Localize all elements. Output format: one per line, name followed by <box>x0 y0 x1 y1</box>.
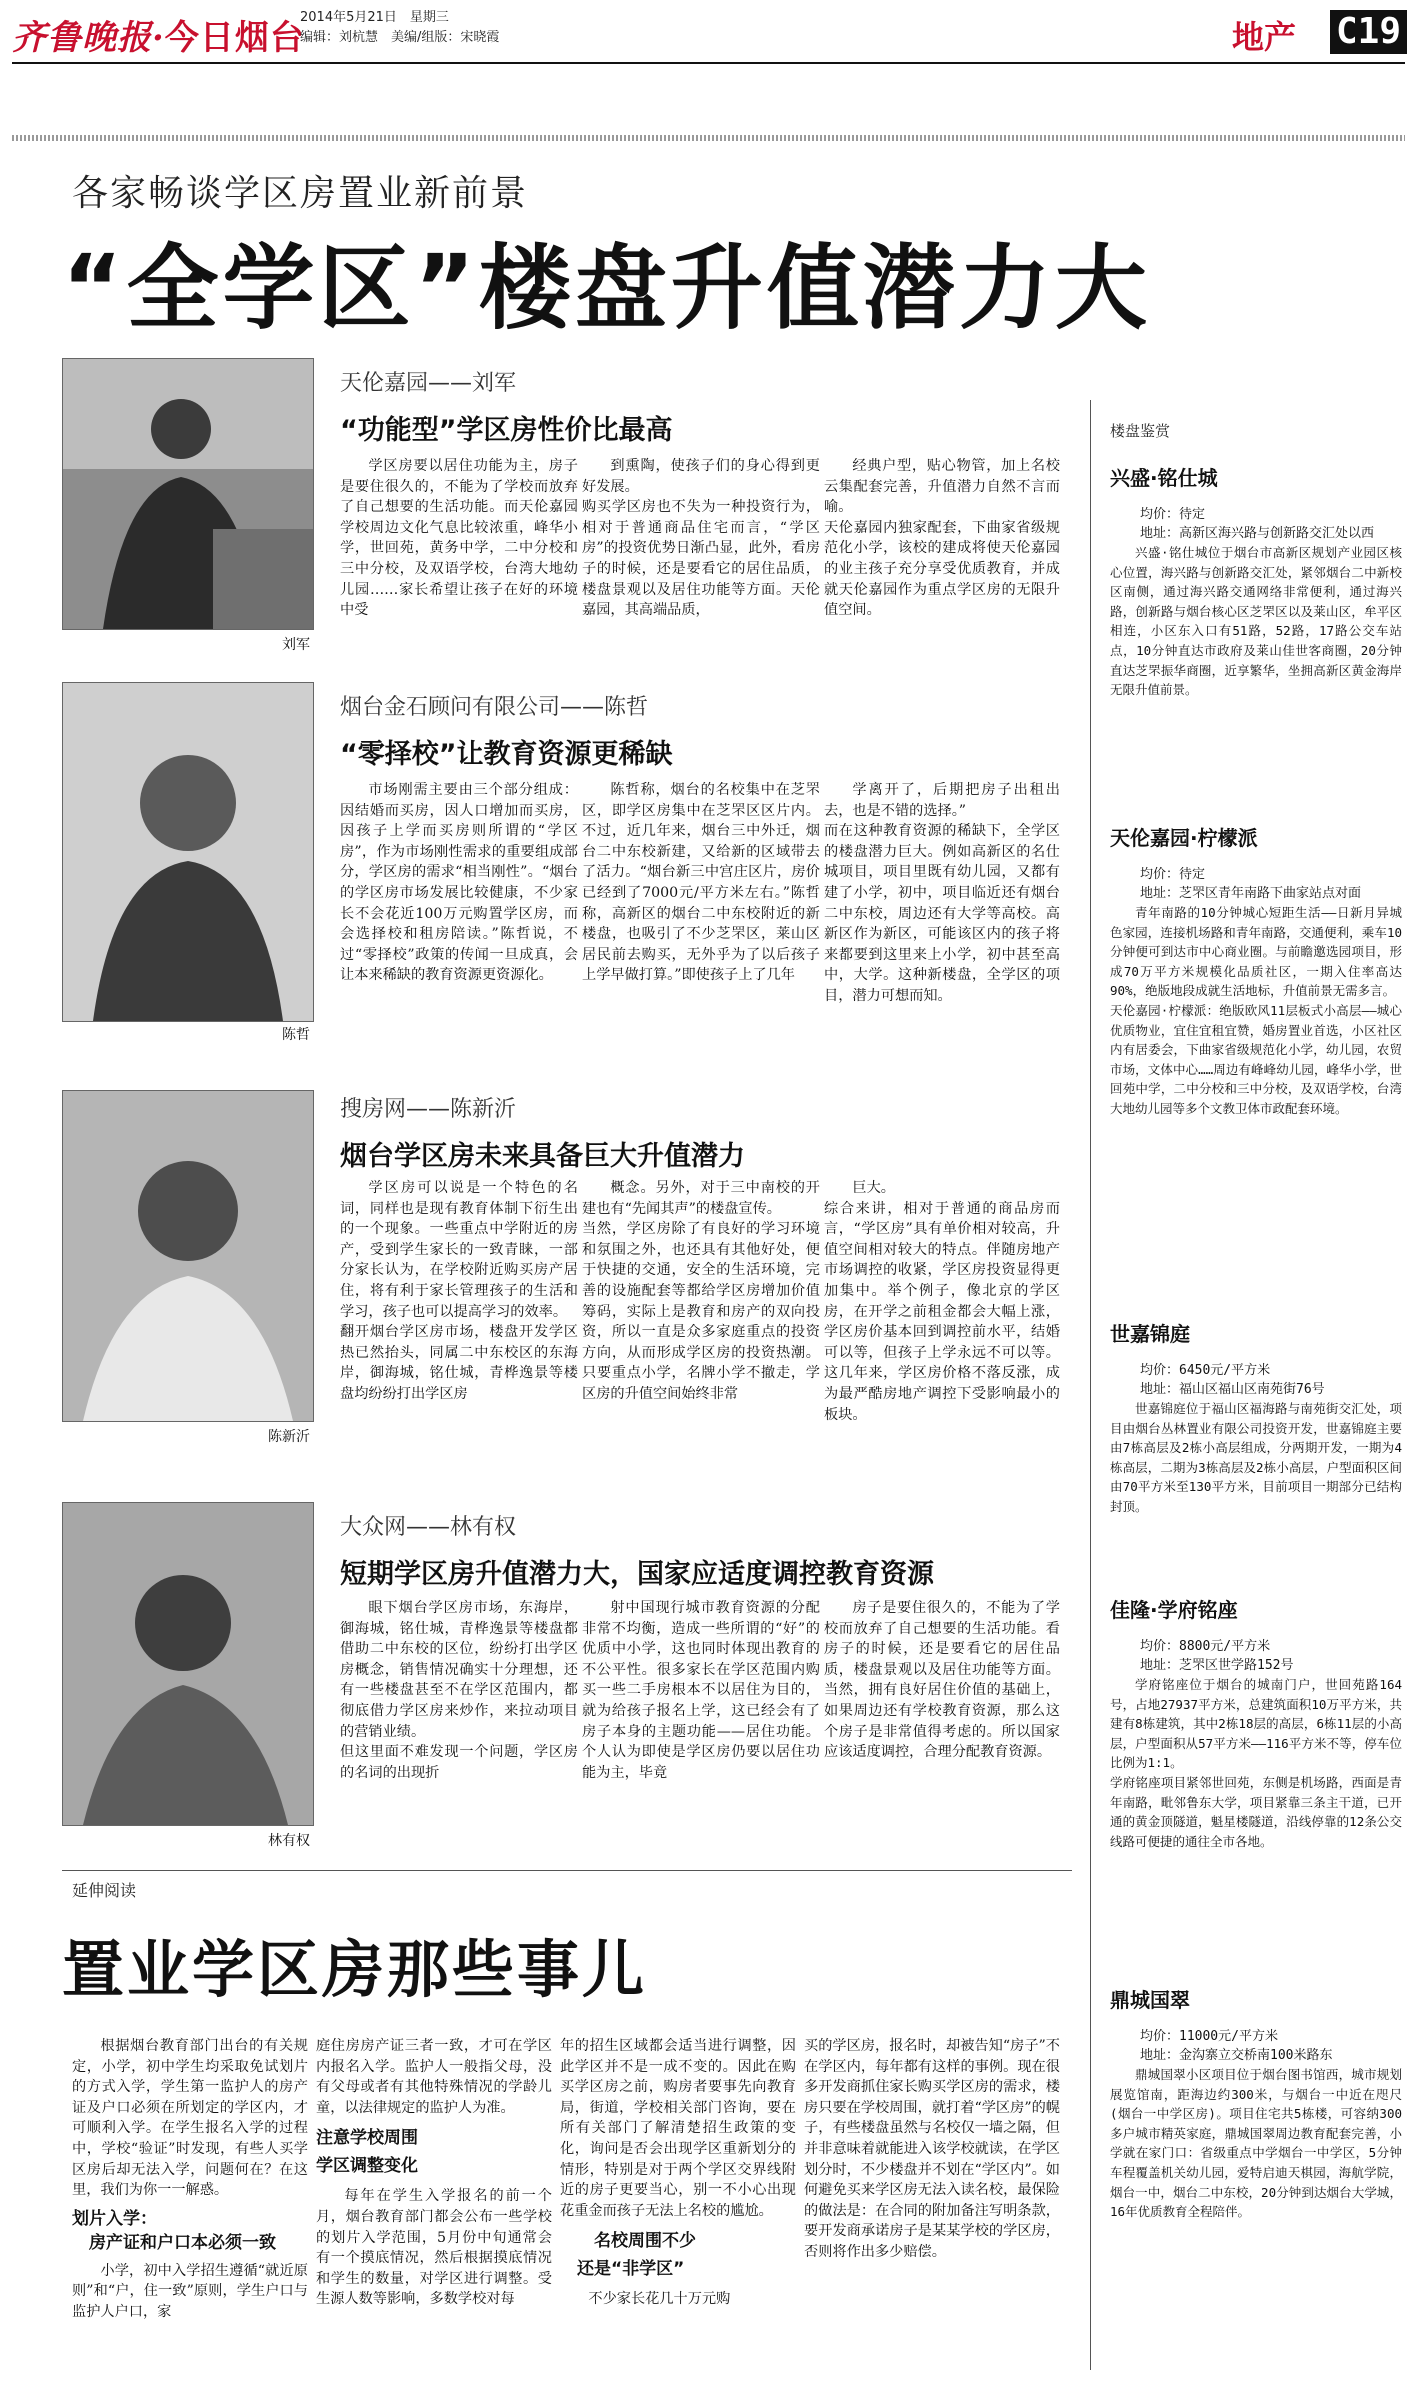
listing-body: 学府铭座位于烟台的城南门户，世回苑路164号，占地27937平方米，总建筑面积10万平方米，共建有8栋建筑，其中2栋18层的高层，6栋11层的小高层，户型面积从57平方米——116平方米不等，停车位比例为1:1。 学府铭座项目紧邻世回苑，东侧是机场路，西面是青年南路，毗邻鲁东大学，项目紧靠三条主干道，已开通的黄金顶隧道，魁星楼隧道，沿线停靠的12条公交线路可便捷的通往全市各地。 <box>1110 1677 1402 1849</box>
listing-body: 青年南路的10分钟城心短距生活——日新月异城色家园，连接机场路和青年南路，交通便利，乘车10分钟便可到达市中心商业圈。与前瞻邀选园项目，形成70万平方米规模化品质社区，一期入住率高达90%，绝版地段成就生活地标，升值前景无需多言。 天伦嘉园·柠檬派：绝版欧风11层板式小高层——城心优质物业，宜住宜租宜赞，婚房置业首选，小区社区内有居委会，下曲家省级规范化小学，幼儿园，农贸市场，文体中心……周边有峰峰幼儿园，峰华小学，世回苑中学，二中分校和三中分校，及双语学校，台湾大地幼儿园等多个文教卫体市政配套环境。 <box>1110 905 1402 1116</box>
listing-name: 佳隆·学府铭座 <box>1110 1598 1238 1622</box>
section-name: 地产 <box>1232 18 1297 56</box>
extension-rule <box>62 1870 1072 1871</box>
article-column: 学区房可以说是一个特色的名词，同样也是现有教育体制下衍生出的一个现象。一些重点中学附近的房产，受到学生家长的一致青睐，一部分家长认为，在学校附近购买房产居住，将有利于家长管理孩子的生活和学习，孩子也可以提高学习的效率。 翻开烟台学区房市场，楼盘开发学区热已然抬头，同属二中东校区的东海岸，御海城，铭仕城，青桦逸景等楼盘均纷纷打出学区房 <box>340 1180 578 1402</box>
listing-price: 均价：11000元/平方米 <box>1140 2029 1278 2044</box>
listing-body: 兴盛·铭仕城位于烟台市高新区规划产业园区核心位置，海兴路与创新路交汇处，紧邻烟台二中新校区南侧，通过海兴路交通网络非常便利，通过海兴路，创新路与烟台核心区芝罘区以及莱山区，牟平区相连，小区东入口有51路，52路，17路公交车站点，10分钟直达市政府及莱山佳世客商圈，20分钟直达芝罘振华商圈，近享繁华，坐拥高新区黄金海岸无限升值前景。 <box>1110 545 1402 698</box>
article-column: 到熏陶，使孩子们的身心得到更好发展。 购买学区房也不失为一种投资行为，相对于普通商品住宅而言，“学区房”的投资优势日渐凸显，此外，看房子的时候，还是要看它的居住品质，楼盘景观以及居住功能等方面。天伦嘉园，其高端品质， <box>582 458 820 619</box>
sidebar-divider <box>1090 400 1091 2370</box>
article-column: 眼下烟台学区房市场，东海岸，御海城，铭仕城，青桦逸景等楼盘都借助二中东校的区位，纷纷打出学区房概念，销售情况确实十分理想，还有一些楼盘甚至不在学区范围内，都彻底借力学区房来炒作，来拉动项目的营销业绩。 但这里面不难发现一个问题，学区房的名词的出现折 <box>340 1600 578 1781</box>
listing-name: 鼎城国翠 <box>1110 1988 1190 2012</box>
listing-price: 均价：待定 <box>1140 867 1206 882</box>
listing-price: 均价：8800元/平方米 <box>1140 1639 1271 1654</box>
photo-chenxinyi <box>62 1090 314 1422</box>
photo-caption: 陈新沂 <box>268 1429 310 1445</box>
article-column: 学区房要以居住功能为主，房子是要住很久的，不能为了学校而放弃了自己想要的生活功能。而天伦嘉园学校周边文化气息比较浓重，峰华小学，世回苑，黄务中学，二中分校和三中分校，及双语学校，台湾大地幼儿园……家长希望让孩子在好的环境中受 <box>340 458 578 619</box>
article-column: 巨大。 综合来讲，相对于普通的商品房而言，“学区房”具有单价相对较高，升值空间相对较大的特点。伴随房地产市场调控的收紧，学区房投资显得更加集中。举个例子，像北京的学区房，在开学之前租金都会大幅上涨，学区房价基本回到调控前水平，结婚可以等，但孩子上学永远不可以等。这几年来，学区房价格不落反涨，成为最严酷房地产调控下受影响最小的板块。 <box>824 1180 1060 1423</box>
article-column: 经典户型，贴心物管，加上名校云集配套完善，升值潜力自然不言而喻。 天伦嘉园内独家配套，下曲家省级规范化小学，该校的建成将使天伦嘉园的业主孩子充分享受优质教育，并成就天伦嘉园作为重点学区房的无限升值空间。 <box>824 458 1060 619</box>
photo-caption: 刘军 <box>282 637 310 653</box>
article-kicker: 烟台金石顾问有限公司——陈哲 <box>340 695 649 720</box>
headline-subhead: 各家畅谈学区房置业新前景 <box>72 173 529 214</box>
article-column: 概念。另外，对于三中南校的开建也有“先闻其声”的楼盘宣传。 当然，学区房除了有良好的学习环境和氛围之外，也还具有其他好处，便于快捷的交通，安全的生活环境，完善的设施配套等都给学区房增加价值筹码，实际上是教育和房产的双向投资，所以一直是众多家庭重点的投资方向，从而形成学区房的投资热潮。只要重点小学，名牌小学不撤走，学区房的升值空间始终非常 <box>582 1180 820 1402</box>
extension-column <box>72 2036 308 2323</box>
article-title: 烟台学区房未来具备巨大升值潜力 <box>340 1141 745 1172</box>
sidebar-label: 楼盘鉴赏 <box>1110 422 1171 440</box>
brand-name: 齐鲁晚报 <box>12 18 152 58</box>
photo-caption: 林有权 <box>268 1833 310 1849</box>
page-number: C19 <box>1330 10 1407 54</box>
newspaper-brand <box>12 10 305 59</box>
extension-text: 根据烟台教育部门出台的有关规定，小学，初中学生均采取免试划片的方式入学，学生第一监护人的房产证及户口必须在所划定的学区内，才可顺利入学。在学生报名入学的过程中，学校“验证”时发现，有些人买学区房后却无法入学，问题何在？在这里，我们为你一一解惑。 <box>72 2038 308 2199</box>
photo-liujun <box>62 358 314 630</box>
listing-item <box>1110 822 1402 1119</box>
photo-linyouquan <box>62 1502 314 1826</box>
listing-name: 世嘉锦庭 <box>1110 1322 1190 1346</box>
listing-address: 地址：福山区福山区南苑街76号 <box>1140 1382 1325 1397</box>
extension-subhead: 还是“非学区” <box>577 2259 685 2280</box>
extension-column <box>560 2036 796 2310</box>
article-title: “零择校”让教育资源更稀缺 <box>340 739 673 770</box>
header-dotted-rule <box>12 135 1405 141</box>
article-column: 射中国现行城市教育资源的分配非常不均衡，造成一些所谓的“好”的优质中小学，这也同时体现出教育的不公平性。很多家长在学区范围内购买一些二手房根本不以居住为目的，就为给孩子报名上学，这已经会有了房子本身的主题功能——居住功能。个人认为即使是学区房仍要以居住功能为主，毕竟 <box>582 1600 820 1781</box>
issue-date: 2014年5月21日 星期三 <box>300 10 449 25</box>
header-rule <box>12 62 1405 64</box>
listing-item <box>1110 1318 1402 1517</box>
listing-price: 均价：待定 <box>1140 507 1206 522</box>
article-column: 市场刚需主要由三个部分组成：因结婚而买房，因人口增加而买房，因孩子上学而买房则所谓的“学区房”，作为市场刚性需求的重要组成部分，学区房的需求“相当刚性”。“烟台的学区房市场发展比较健康，不少家长不会花近100万元购置学区房，而会选择校和租房陪读。”陈哲说，不过“零择校”政策的传闻一旦成真，会让本来稀缺的教育资源更资源化。 <box>340 782 578 984</box>
article-kicker: 大众网——林有权 <box>340 1515 517 1540</box>
listing-item <box>1110 462 1402 700</box>
listing-body: 世嘉锦庭位于福山区福海路与南苑街交汇处，项目由烟台丛林置业有限公司投资开发，世嘉锦庭主要由7栋高层及2栋小高层组成，分两期开发，一期为4栋高层，二期为3栋高层及2栋小高层，户型面积区间由70平方米至130平方米，目前项目一期部分已结构封顶。 <box>1110 1401 1402 1514</box>
extension-text: 每年在学生入学报名的前一个月，烟台教育部门都会公布一些学校的划片入学范围，5月份中旬通常会有一个摸底情况，然后根据摸底情况和学生的数量，对学区进行调整。受生源人数等影响，多数学校对每 <box>316 2188 552 2308</box>
extension-subhead: 房产证和户口本必须一致 <box>89 2232 276 2253</box>
extension-text: 年的招生区域都会适当进行调整，因此学区并不是一成不变的。因此在购买学区房之前，购房者要事先向教育局，街道，学校相关部门咨询，要在所有关部门了解清楚招生政策的变化，询问是否会出现学区重新划分的情形，特别是对于两个学区交界线附近的房子更要当心，别一不小心出现花重金而孩子无法上名校的尴尬。 <box>560 2038 796 2219</box>
article-kicker: 搜房网——陈新沂 <box>340 1097 517 1122</box>
extension-column <box>804 2036 1060 2263</box>
article-title: “功能型”学区房性价比最高 <box>340 415 673 446</box>
headline-main: “全学区”楼盘升值潜力大 <box>62 235 1151 342</box>
listing-name: 天伦嘉园·柠檬派 <box>1110 826 1258 850</box>
extension-subhead: 划片入学： <box>72 2208 157 2229</box>
brand-separator: · <box>152 18 165 58</box>
extension-subhead: 学区调整变化 <box>316 2156 418 2177</box>
article-column: 学离开了，后期把房子出租出去，也是不错的选择。” 而在这种教育资源的稀缺下，全学区的楼盘潜力巨大。例如高新区的名仕城项目，项目里既有幼儿园，又都有建了小学，初中，项目临近还有烟台二中东校，周边还有大学等高校。高新区作为新区，可能该区内的孩子将来都要到这里来上小学，初中甚至高中，大学。这种新楼盘，全学区的项目，潜力可想而知。 <box>824 782 1060 1004</box>
issue-info <box>300 8 499 48</box>
photo-chenzhe <box>62 682 314 1022</box>
editors-line: 编辑：刘杭慧 美编/组版：宋晓霞 <box>300 30 500 45</box>
extension-subhead: 名校周围不少 <box>594 2231 696 2252</box>
extension-text: 小学，初中入学招生遵循“就近原则”和“户，住一致”原则，学生户口与监护人户口，家 <box>72 2262 308 2320</box>
extension-text: 买的学区房，报名时，却被告知“房子”不在学区内，每年都有这样的事例。现在很多开发商抓住家长购买学区房的需求，楼房只要在学校周围，就打着“学区房”的幌子，有些楼盘虽然与名校仅一墙之隔，但并非意味着就能进入该学校就读，在学区划分时，不少楼盘并不划在“学区内”。如何避免买来学区房无法入读名校，最保险的做法是：在合同的附加备注写明条款，要开发商承诺房子是某某学校的学区房，否则将作出多少赔偿。 <box>804 2038 1060 2260</box>
article-kicker: 天伦嘉园——刘军 <box>340 371 517 396</box>
listing-address: 地址：金沟寨立交桥南100米路东 <box>1140 2048 1333 2063</box>
article-title: 短期学区房升值潜力大，国家应适度调控教育资源 <box>340 1559 934 1590</box>
listing-item <box>1110 1594 1402 1851</box>
extension-tag: 延伸阅读 <box>72 1881 137 1900</box>
article-column: 陈哲称，烟台的名校集中在芝罘区，即学区房集中在芝罘区区片内。不过，近几年来，烟台三中外迁，烟台二中东校新建，又给新的区域带去了活力。“烟台新三中宫庄区片，房价已经到了7000元/平方米左右。”陈哲称，高新区的烟台二中东校附近的新楼盘，也吸引了不少芝罘区，莱山区居民前去购买，无外乎为了以后孩子上学早做打算。”即使孩子上了几年 <box>582 782 820 984</box>
listing-item <box>1110 1984 1402 2222</box>
photo-caption: 陈哲 <box>282 1027 310 1043</box>
listing-address: 地址：芝罘区青年南路下曲家站点对面 <box>1140 886 1362 901</box>
extension-text: 不少家长花几十万元购 <box>588 2291 731 2308</box>
extension-column <box>316 2036 552 2310</box>
listing-name: 兴盛·铭仕城 <box>1110 466 1218 490</box>
listing-address: 地址：芝罘区世学路152号 <box>1140 1658 1294 1673</box>
listing-price: 均价：6450元/平方米 <box>1140 1363 1271 1378</box>
extension-subhead: 注意学校周围 <box>316 2128 418 2149</box>
listing-address: 地址：高新区海兴路与创新路交汇处以西 <box>1140 526 1375 541</box>
article-column: 房子是要住很久的，不能为了学校而放弃了自己想要的生活功能。看房子的时候，还是要看它的居住品质，楼盘景观以及居住功能等方面。当然，拥有良好居住价值的基础上，如果周边还有学校教育资源，那么这个房子是非常值得考虑的。所以国家应该适度调控，合理分配教育资源。 <box>824 1600 1060 1761</box>
edition-name: 今日烟台 <box>164 18 305 58</box>
extension-title: 置业学区房那些事儿 <box>62 1933 648 2006</box>
extension-text: 庭住房房产证三者一致，才可在学区内报名入学。监护人一般指父母，没有父母或者有其他特殊情况的学龄儿童，以法律规定的监护人为准。 <box>316 2038 552 2116</box>
listing-body: 鼎城国翠小区项目位于烟台图书馆西，城市规划展览馆南，距海边约300米，与烟台一中近在咫尺(烟台一中学区房)。项目住宅共5栋楼，可容纳300多户城市精英家庭，鼎城国翠周边教育配套完善，小学就在家门口：省级重点中学烟台一中学区，5分钟车程覆盖机关幼儿园，爱特启迪天棋园，海航学院，烟台一中，烟台二中东校，20分钟到达烟台大学城，16年优质教育全程陪伴。 <box>1110 2067 1402 2220</box>
